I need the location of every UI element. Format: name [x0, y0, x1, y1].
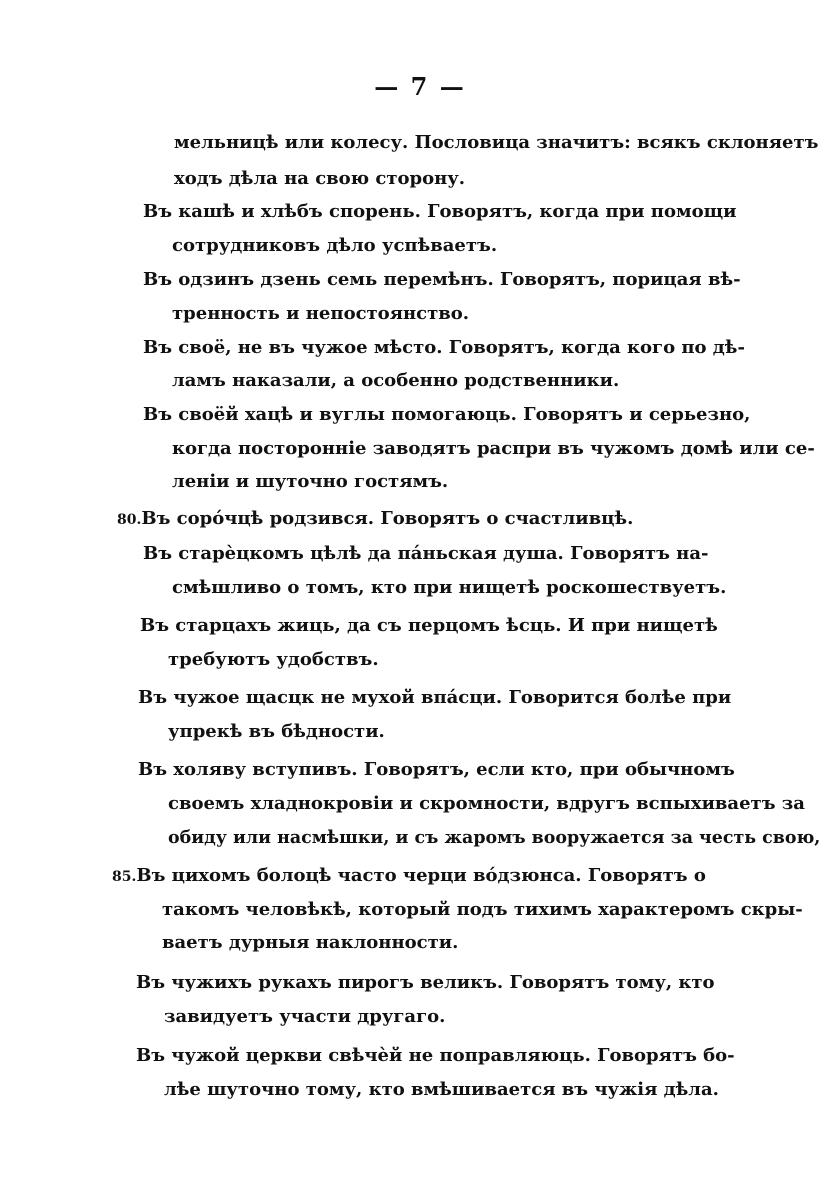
- line-text: тренность и непостоянство.: [172, 303, 470, 324]
- entry-6-line-0: [143, 542, 708, 566]
- entry-3-line-1: [172, 369, 619, 393]
- entry-10-line-0: [112, 864, 706, 888]
- line-text: мельницѣ или колесу. Пословица значитъ: всякъ склоняетъ: [174, 132, 819, 153]
- line-text: когда посторонніе заводятъ распри въ чужомъ домѣ или се-: [172, 438, 815, 459]
- proverb-headword: Въ своёй хацѣ и вуглы помогаюць.: [143, 404, 517, 425]
- line-text: требуютъ удобствъ.: [168, 649, 379, 670]
- entry-2-line-1: [172, 302, 469, 326]
- proverb-headword: Въ старцахъ жиць, да съ перцомъ ѣсць.: [140, 615, 562, 636]
- proverb-headword: Въ одзинъ дзень семь перемѣнъ.: [143, 269, 494, 290]
- proverb-headword: Въ чужой церкви свѣчѐй не поправляюць.: [136, 1045, 591, 1066]
- entry-11-line-0: [136, 971, 715, 995]
- proverb-headword: Въ чужихъ рукахъ пирогъ великъ.: [136, 972, 504, 993]
- entry-9-line-1: [168, 792, 805, 816]
- line-text: упрекѣ въ бѣдности.: [168, 721, 385, 742]
- entry-12-line-0: [136, 1044, 735, 1068]
- entry-4-line-1: [172, 437, 815, 461]
- entry-0-line-1: [174, 167, 465, 191]
- entry-11-line-1: [164, 1005, 445, 1029]
- entry-12-line-1: [164, 1078, 719, 1102]
- entry-3-line-0: [143, 336, 745, 360]
- line-text: ходъ дѣла на свою сторону.: [174, 168, 466, 189]
- line-text: леніи и шуточно гостямъ.: [172, 471, 449, 492]
- line-text: И при нищетѣ: [561, 615, 718, 636]
- line-text: своемъ хладнокровіи и скромности, вдругъ вспыхиваетъ за: [168, 793, 805, 814]
- entry-1-line-0: [143, 200, 736, 224]
- entry-7-line-1: [168, 648, 379, 672]
- entry-9-line-0: [138, 758, 735, 782]
- line-text: Говорятъ на-: [563, 543, 709, 564]
- entry-0-line-0: [174, 131, 818, 155]
- entry-number: 80.: [117, 512, 142, 528]
- line-text: Говорится болѣе при: [502, 687, 732, 708]
- line-text: Говорятъ, когда при помощи: [420, 201, 737, 222]
- line-text: Говорятъ и серьезно,: [516, 404, 751, 425]
- entry-10-line-2: [162, 931, 458, 955]
- entry-8-line-0: [138, 686, 731, 710]
- line-text: Говорятъ о счастливцѣ.: [374, 508, 634, 529]
- proverb-headword: Въ цихомъ болоцѣ часто черци вóдзюнса.: [136, 865, 582, 886]
- line-text: обиду или насмѣшки, и съ жаромъ вооружается за честь свою,: [168, 827, 821, 848]
- line-text: Говорятъ тому, кто: [503, 972, 715, 993]
- line-text: Говорятъ бо-: [590, 1045, 735, 1066]
- line-text: смѣшливо о томъ, кто при нищетѣ роскошествуетъ.: [172, 577, 727, 598]
- line-text: Говорятъ, если кто, при обычномъ: [357, 759, 735, 780]
- line-text: Говорятъ, когда кого по дѣ-: [442, 337, 745, 358]
- entry-9-line-2: [168, 826, 820, 850]
- proverb-headword: Въ сорóчцѣ родзився.: [141, 508, 375, 529]
- line-text: Говорятъ о: [581, 865, 706, 886]
- entry-5-line-0: [117, 507, 633, 531]
- entry-1-line-1: [172, 234, 497, 258]
- page-number: — 7 —: [374, 72, 466, 101]
- entry-8-line-1: [168, 720, 385, 744]
- line-text: сотрудниковъ дѣло успѣваетъ.: [172, 235, 498, 256]
- line-text: лѣе шуточно тому, кто вмѣшивается въ чужія дѣла.: [164, 1079, 719, 1100]
- entry-10-line-1: [162, 898, 803, 922]
- entry-4-line-0: [143, 403, 750, 427]
- entry-4-line-2: [172, 470, 448, 494]
- proverb-headword: Въ чужое щасцк не мухой впáсци.: [138, 687, 503, 708]
- proverb-headword: Въ старѐцкомъ цѣлѣ да пáньская душа.: [143, 543, 564, 564]
- line-text: такомъ человѣкѣ, который подъ тихимъ характеромъ скры-: [162, 899, 803, 920]
- line-text: завидуетъ участи другаго.: [164, 1006, 446, 1027]
- line-text: ваетъ дурныя наклонности.: [162, 932, 459, 953]
- proverb-headword: Въ холяву вступивъ.: [138, 759, 358, 780]
- line-text: Говорятъ, порицая вѣ-: [493, 269, 741, 290]
- entry-2-line-0: [143, 268, 741, 292]
- entry-number: 85.: [112, 869, 137, 885]
- line-text: ламъ наказали, а особенно родственники.: [172, 370, 620, 391]
- proverb-headword: Въ своё, не въ чужое мѣсто.: [143, 337, 443, 358]
- entry-7-line-0: [140, 614, 718, 638]
- entry-6-line-1: [172, 576, 726, 600]
- proverb-headword: Въ кашѣ и хлѣбъ спорень.: [143, 201, 421, 222]
